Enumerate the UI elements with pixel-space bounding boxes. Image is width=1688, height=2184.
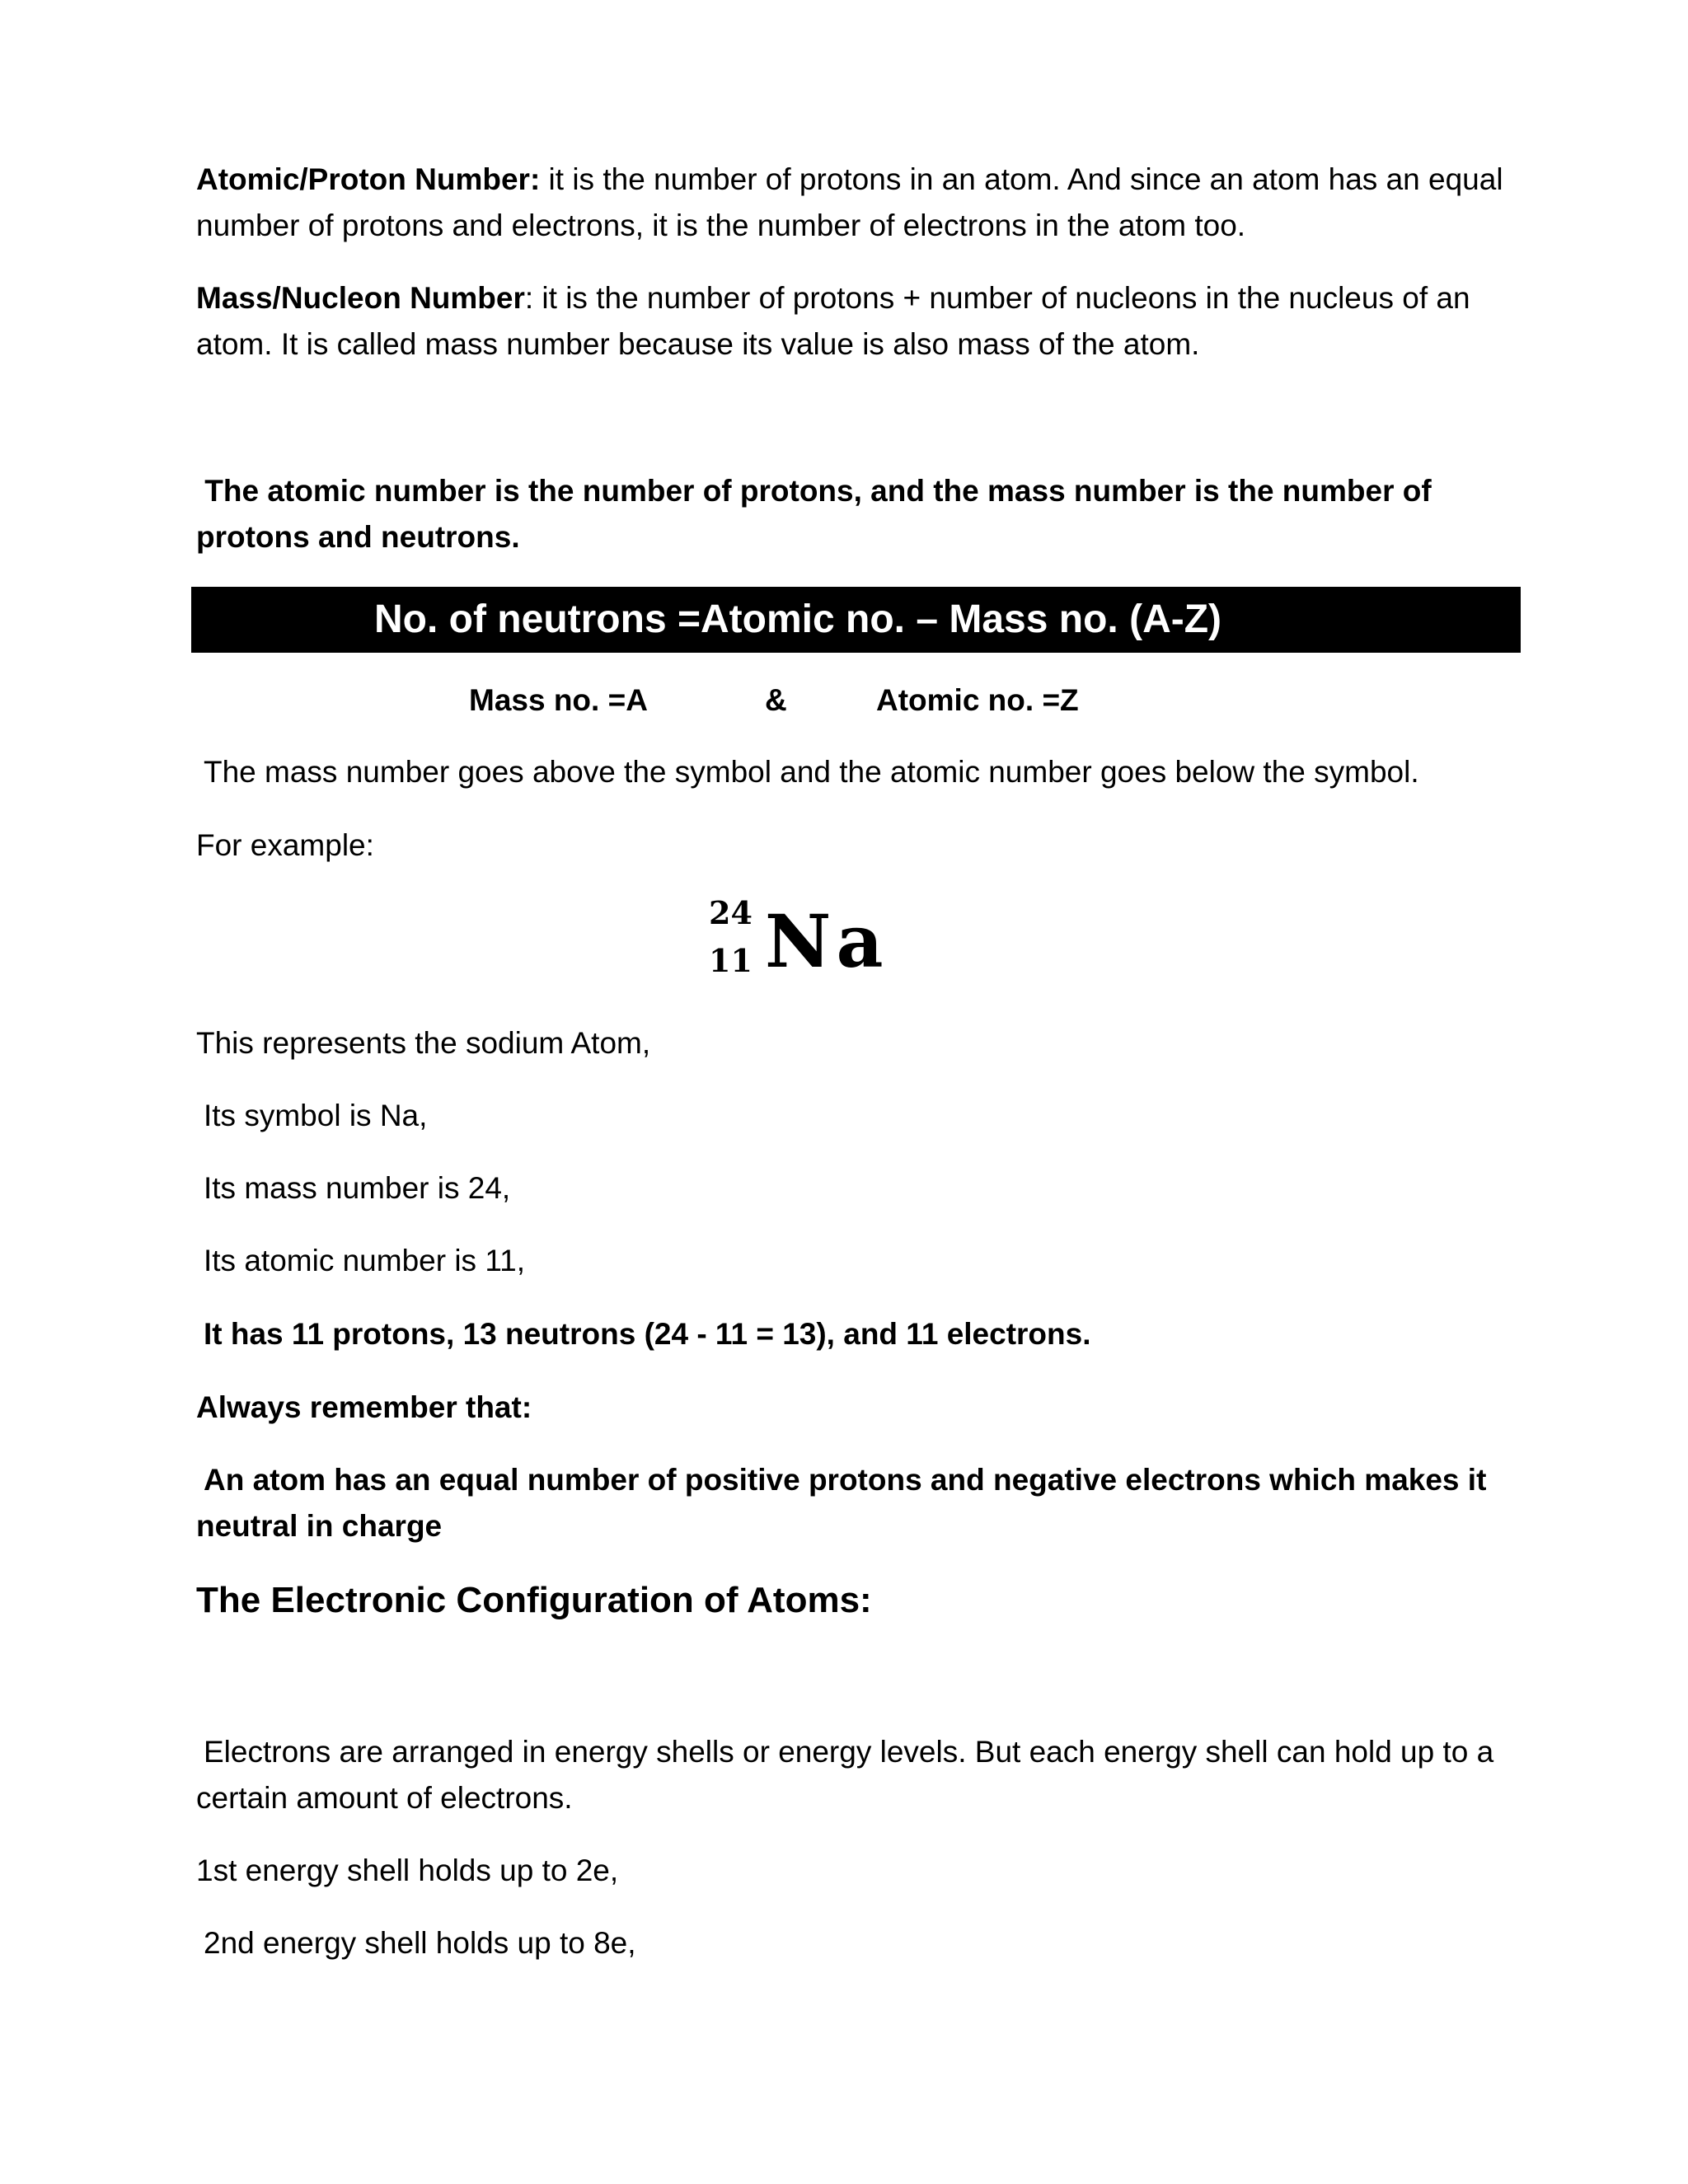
atomic-number-term: Atomic/Proton Number: bbox=[196, 162, 541, 196]
example-intro: For example: bbox=[196, 828, 374, 862]
fact-represents: This represents the sodium Atom, bbox=[196, 1026, 651, 1060]
fact-symbol: Its symbol is Na, bbox=[204, 1099, 428, 1132]
neutron-formula-banner bbox=[191, 587, 1521, 653]
remember-label: Always remember that: bbox=[196, 1390, 532, 1424]
atomic-number-definition bbox=[196, 157, 1523, 249]
remember-statement: An atom has an equal number of positive protons and negative electrons which makes it neutral in charge bbox=[196, 1463, 1487, 1543]
neutron-formula: No. of neutrons =Atomic no. – Mass no. (A-Z) bbox=[374, 598, 1222, 641]
section-heading-electronic-configuration: The Electronic Configuration of Atoms: bbox=[196, 1580, 872, 1620]
mass-number-text: : it is the number of protons + number of nucleons in the nucleus of an atom. It is called mass number because its value is also mass of the atom. bbox=[196, 281, 1470, 361]
mass-number-definition bbox=[196, 275, 1523, 368]
nuclide-mass-number: 24 bbox=[709, 894, 753, 931]
nuclide-atomic-number: 11 bbox=[709, 942, 753, 979]
summary-statement: The atomic number is the number of protons, and the mass number is the number of protons and neutrons. bbox=[196, 474, 1440, 554]
mass-number-term: Mass/Nucleon Number bbox=[196, 281, 525, 315]
mass-variable-label: Mass no. =A bbox=[469, 683, 648, 717]
fact-mass-number: Its mass number is 24, bbox=[204, 1171, 511, 1205]
sodium-nuclide-notation bbox=[707, 894, 905, 992]
atomic-variable-label: Atomic no. =Z bbox=[876, 683, 1079, 717]
nuclide-symbol: Na bbox=[765, 898, 889, 984]
shell-2-capacity: 2nd energy shell holds up to 8e, bbox=[204, 1926, 636, 1960]
shell-1-capacity: 1st energy shell holds up to 2e, bbox=[196, 1854, 619, 1887]
fact-particle-counts: It has 11 protons, 13 neutrons (24 - 11 = 13), and 11 electrons. bbox=[204, 1317, 1091, 1351]
atomic-number-text: it is the number of protons in an atom. And since an atom has an equal number of protons and electrons, it is the number of electrons in the atom too. bbox=[196, 162, 1503, 242]
configuration-intro: Electrons are arranged in energy shells or energy levels. But each energy shell can hold up to a certain amount of electrons. bbox=[196, 1735, 1494, 1815]
fact-atomic-number: Its atomic number is 11, bbox=[204, 1244, 526, 1277]
placement-rule: The mass number goes above the symbol and the atomic number goes below the symbol. bbox=[204, 755, 1419, 789]
ampersand: & bbox=[765, 683, 787, 717]
